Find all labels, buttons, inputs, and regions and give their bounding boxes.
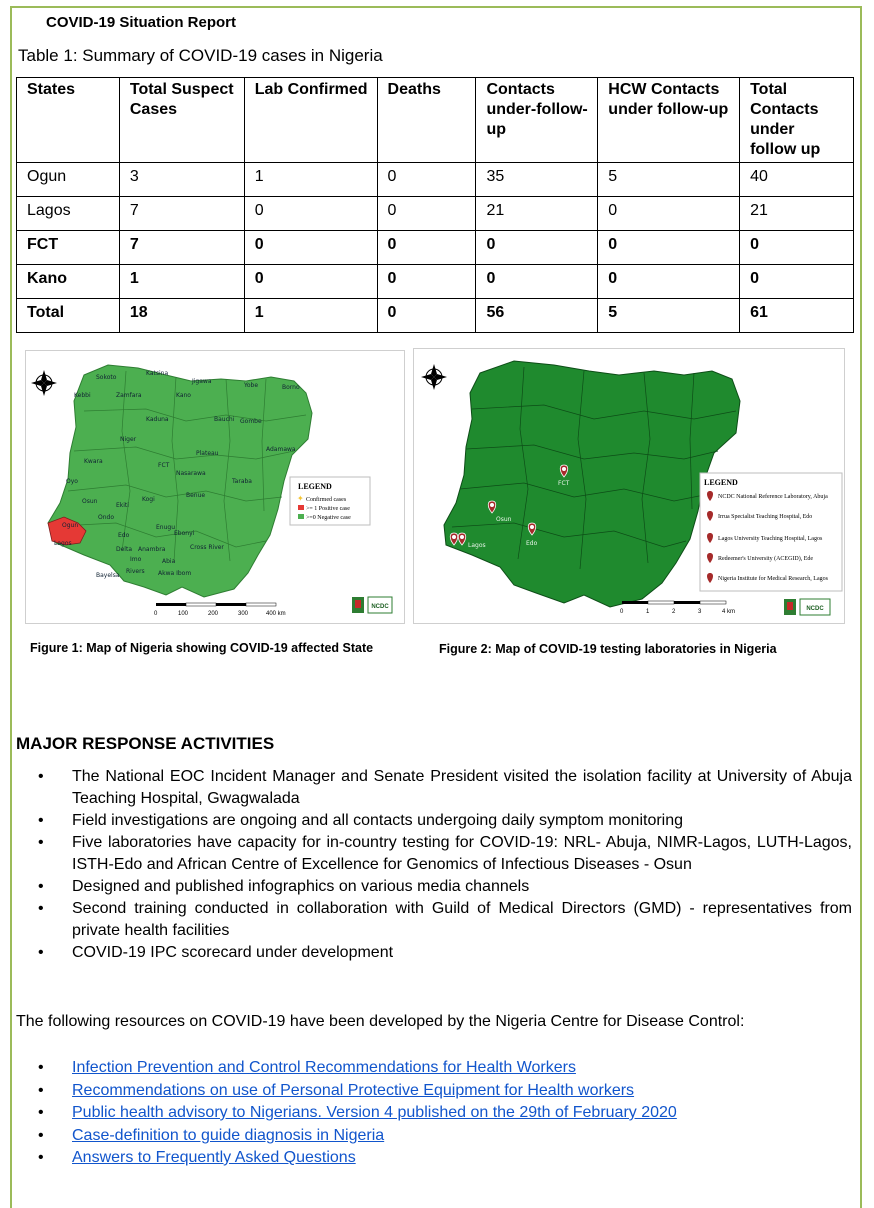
bullet-icon: • [38, 1104, 44, 1121]
resource-link-advisory[interactable]: Public health advisory to Nigerians. Version 4 published on the 29th of February 2020 [72, 1104, 677, 1121]
state-label: Ondo [98, 514, 115, 521]
state-label: Taraba [232, 478, 252, 485]
figure2-legend-item: Irrua Specialist Teaching Hospital, Edo [718, 514, 813, 520]
report-title: COVID-19 Situation Report [46, 14, 237, 31]
activities-list [16, 766, 852, 964]
table-cell: 0 [476, 231, 598, 265]
state-label: Abia [162, 558, 176, 565]
list-item-text: Field investigations are ongoing and all contacts undergoing daily symptom monitoring [72, 812, 684, 829]
state-label: Enugu [156, 524, 176, 531]
figure2-map-svg [414, 349, 844, 623]
scale-label: 2 [672, 609, 676, 615]
state-label: Jigawa [192, 378, 212, 385]
state-label: FCT [158, 462, 170, 469]
table-cell: 3 [119, 163, 244, 197]
figure2-legend-item: Redeemer's University (ACEGID), Ede [718, 556, 814, 562]
bullet-icon: • [38, 1081, 44, 1099]
scale-label: 0 [620, 609, 624, 615]
table-cell: 35 [476, 163, 598, 197]
state-label: Delta [116, 546, 133, 553]
state-label: Ogun [62, 522, 79, 529]
resource-link-case-definition[interactable]: Case-definition to guide diagnosis in Nigeria [72, 1126, 385, 1144]
scale-label: 1 [646, 609, 650, 615]
figure1-caption: Figure 1: Map of Nigeria showing COVID-19 affected State [30, 641, 374, 655]
table-cell: 40 [740, 163, 854, 197]
state-label: Kebbi [74, 392, 91, 399]
table-cell: 21 [740, 197, 854, 231]
table-cell: Total [17, 299, 120, 333]
state-label: Nasarawa [176, 470, 206, 477]
list-item [16, 942, 852, 964]
table-cell: 5 [598, 163, 740, 197]
figure1-map [25, 350, 405, 624]
ncdc-logo-text: NCDC [371, 604, 389, 610]
table-cell: 18 [119, 299, 244, 333]
state-label: Akwa Ibom [158, 570, 192, 577]
state-label: Cross River [190, 544, 224, 551]
scale-label: 300 [238, 611, 249, 617]
header-states: States [17, 78, 120, 163]
covid-summary-table [16, 77, 854, 333]
state-label: Ekiti [116, 502, 129, 509]
table-caption: Table 1: Summary of COVID-19 cases in Nigeria [18, 46, 383, 65]
scale-label: 4 km [722, 609, 736, 615]
table-cell: 7 [119, 197, 244, 231]
state-label: Bayelsa [96, 572, 120, 579]
bullet-icon: • [38, 944, 44, 961]
table-row-total [17, 299, 854, 333]
header-total-suspect: Total Suspect Cases [119, 78, 244, 163]
table-cell: Ogun [17, 163, 120, 197]
scale-label: 400 km [266, 611, 286, 617]
negative-swatch [298, 514, 304, 519]
list-item-text: Five laboratories have capacity for in-country testing for COVID-19: NRL- Abuja, NIMR-Lagos, LUTH-Lagos, ISTH-Edo and African Centre of Excellence for Genomics of Infectious Diseases - Osun [72, 834, 852, 873]
figure1-legend-item: >=0 Negative case [306, 515, 351, 521]
state-label: Plateau [196, 450, 219, 457]
header-deaths: Deaths [377, 78, 476, 163]
compass-rose-icon [31, 370, 57, 396]
scale-label: 3 [698, 609, 702, 615]
figure1-scale-bar [154, 603, 286, 617]
table-cell: 1 [119, 265, 244, 299]
positive-swatch [298, 505, 304, 510]
state-label: Edo [118, 532, 130, 539]
table-cell: 0 [377, 231, 476, 265]
figure2-legend [700, 473, 842, 591]
map-label: Lagos [468, 542, 486, 549]
figure1-legend-title: LEGEND [298, 482, 332, 491]
table-header-row [17, 78, 854, 163]
bullet-icon: • [38, 768, 44, 785]
list-item [16, 876, 852, 898]
ncdc-logo [368, 597, 392, 613]
bullet-icon: • [38, 1126, 44, 1144]
resource-link-ipc[interactable]: Infection Prevention and Control Recommendations for Health Workers [72, 1059, 576, 1076]
bullet-icon: • [38, 812, 44, 829]
state-label: Rivers [126, 568, 145, 575]
list-item [16, 1080, 852, 1103]
nigeria-map-shape [48, 365, 312, 597]
state-label: Borno [282, 384, 300, 391]
figure2-scale-bar [620, 601, 735, 615]
table-cell: 0 [598, 197, 740, 231]
figure1-legend-item: >= 1 Positive case [306, 506, 350, 512]
figure1-map-svg [26, 351, 404, 623]
figure2-legend-item: NCDC National Reference Laboratory, Abuja [718, 494, 828, 500]
header-contacts: Contacts under-follow-up [476, 78, 598, 163]
state-label: Niger [120, 436, 137, 443]
state-label: Kogi [142, 496, 155, 503]
list-item [16, 810, 852, 832]
table-cell: 0 [740, 231, 854, 265]
list-item [16, 766, 852, 810]
table-cell: 0 [377, 163, 476, 197]
table-cell: 0 [244, 265, 377, 299]
figure2-legend-item: Nigeria Institute for Medical Research, Lagos [718, 576, 828, 582]
header-hcw-contacts: HCW Contacts under follow-up [598, 78, 740, 163]
map-label: Osun [496, 516, 512, 523]
resource-link-ppe[interactable]: Recommendations on use of Personal Protective Equipment for Health workers [72, 1081, 635, 1099]
confirmed-cases-marker-icon: ✦ [297, 494, 304, 503]
table-cell: 0 [598, 265, 740, 299]
nigeria-map-shape [444, 361, 740, 607]
state-label: Zamfara [116, 392, 142, 399]
list-item [16, 832, 852, 876]
state-label: Lagos [54, 540, 72, 547]
coat-of-arms-icon [784, 599, 796, 615]
table-cell: 0 [740, 265, 854, 299]
table-cell: Lagos [17, 197, 120, 231]
state-label: Osun [82, 498, 98, 505]
table-cell: 0 [244, 231, 377, 265]
scale-label: 200 [208, 611, 219, 617]
table-cell: 1 [244, 163, 377, 197]
bullet-icon: • [38, 1059, 44, 1076]
table-cell: 0 [377, 197, 476, 231]
list-item-text: COVID-19 IPC scorecard under development [72, 944, 394, 961]
table-row [17, 197, 854, 231]
scale-label: 0 [154, 611, 158, 617]
state-label: Benue [186, 492, 206, 499]
table-cell: 5 [598, 299, 740, 333]
state-label: Kaduna [146, 416, 169, 423]
scale-label: 100 [178, 611, 189, 617]
figure2-caption: Figure 2: Map of COVID-19 testing laboratories in Nigeria [439, 642, 777, 656]
table-cell: 0 [377, 265, 476, 299]
header-total-contacts: Total Contacts under follow up [740, 78, 854, 163]
list-item-text: Designed and published infographics on various media channels [72, 878, 530, 895]
ncdc-logo-text: NCDC [806, 606, 824, 612]
state-label: Bauchi [214, 416, 235, 423]
coat-of-arms-icon [352, 597, 364, 613]
table-cell: 61 [740, 299, 854, 333]
list-item [16, 1125, 852, 1148]
table-cell: Kano [17, 265, 120, 299]
figure1-legend-item: Confirmed cases [306, 497, 347, 503]
list-item-text: Second training conducted in collaboration with Guild of Medical Directors (GMD) - representatives from private health facilities [72, 900, 852, 939]
bullet-icon: • [38, 1149, 44, 1166]
state-label: Anambra [138, 546, 166, 553]
table-cell: 21 [476, 197, 598, 231]
map-label: Edo [526, 540, 538, 547]
table-cell: 7 [119, 231, 244, 265]
state-label: Kwara [84, 458, 103, 465]
state-label: Gombe [240, 418, 262, 425]
table-row [17, 265, 854, 299]
table-cell: 1 [244, 299, 377, 333]
figure1-legend [290, 477, 370, 525]
table-cell: 0 [598, 231, 740, 265]
state-label: Adamawa [266, 446, 296, 453]
state-label: Kano [176, 392, 191, 399]
table-row [17, 231, 854, 265]
compass-rose-icon [421, 364, 447, 390]
resources-intro: The following resources on COVID-19 have been developed by the Nigeria Centre for Disease Control: [16, 1013, 745, 1030]
resource-link-faq[interactable]: Answers to Frequently Asked Questions [72, 1149, 356, 1166]
resources-list [16, 1057, 852, 1170]
state-label: Sokoto [96, 374, 117, 381]
ncdc-logo [800, 599, 830, 615]
list-item [16, 1147, 852, 1170]
header-lab-confirmed: Lab Confirmed [244, 78, 377, 163]
table-cell: FCT [17, 231, 120, 265]
state-label: Katsina [146, 370, 169, 377]
activities-heading: MAJOR RESPONSE ACTIVITIES [16, 734, 275, 753]
list-item [16, 898, 852, 942]
bullet-icon: • [38, 878, 44, 895]
list-item [16, 1102, 852, 1125]
table-cell: 0 [476, 265, 598, 299]
figure2-map [413, 348, 845, 624]
bullet-icon: • [38, 834, 44, 851]
bullet-icon: • [38, 900, 44, 917]
state-label: Yobe [244, 382, 259, 389]
state-label: Ebonyi [174, 530, 195, 537]
map-label: FCT [558, 480, 570, 487]
state-label: Oyo [66, 478, 78, 485]
state-label: Imo [130, 556, 142, 563]
figure2-legend-item: Lagos University Teaching Hospital, Lagos [718, 536, 823, 542]
list-item [16, 1057, 852, 1080]
table-cell: 0 [244, 197, 377, 231]
list-item-text: The National EOC Incident Manager and Senate President visited the isolation facility at University of Abuja Teaching Hospital, Gwagwalada [72, 768, 852, 807]
table-row [17, 163, 854, 197]
table-cell: 0 [377, 299, 476, 333]
figure2-legend-title: LEGEND [704, 478, 738, 487]
table-cell: 56 [476, 299, 598, 333]
